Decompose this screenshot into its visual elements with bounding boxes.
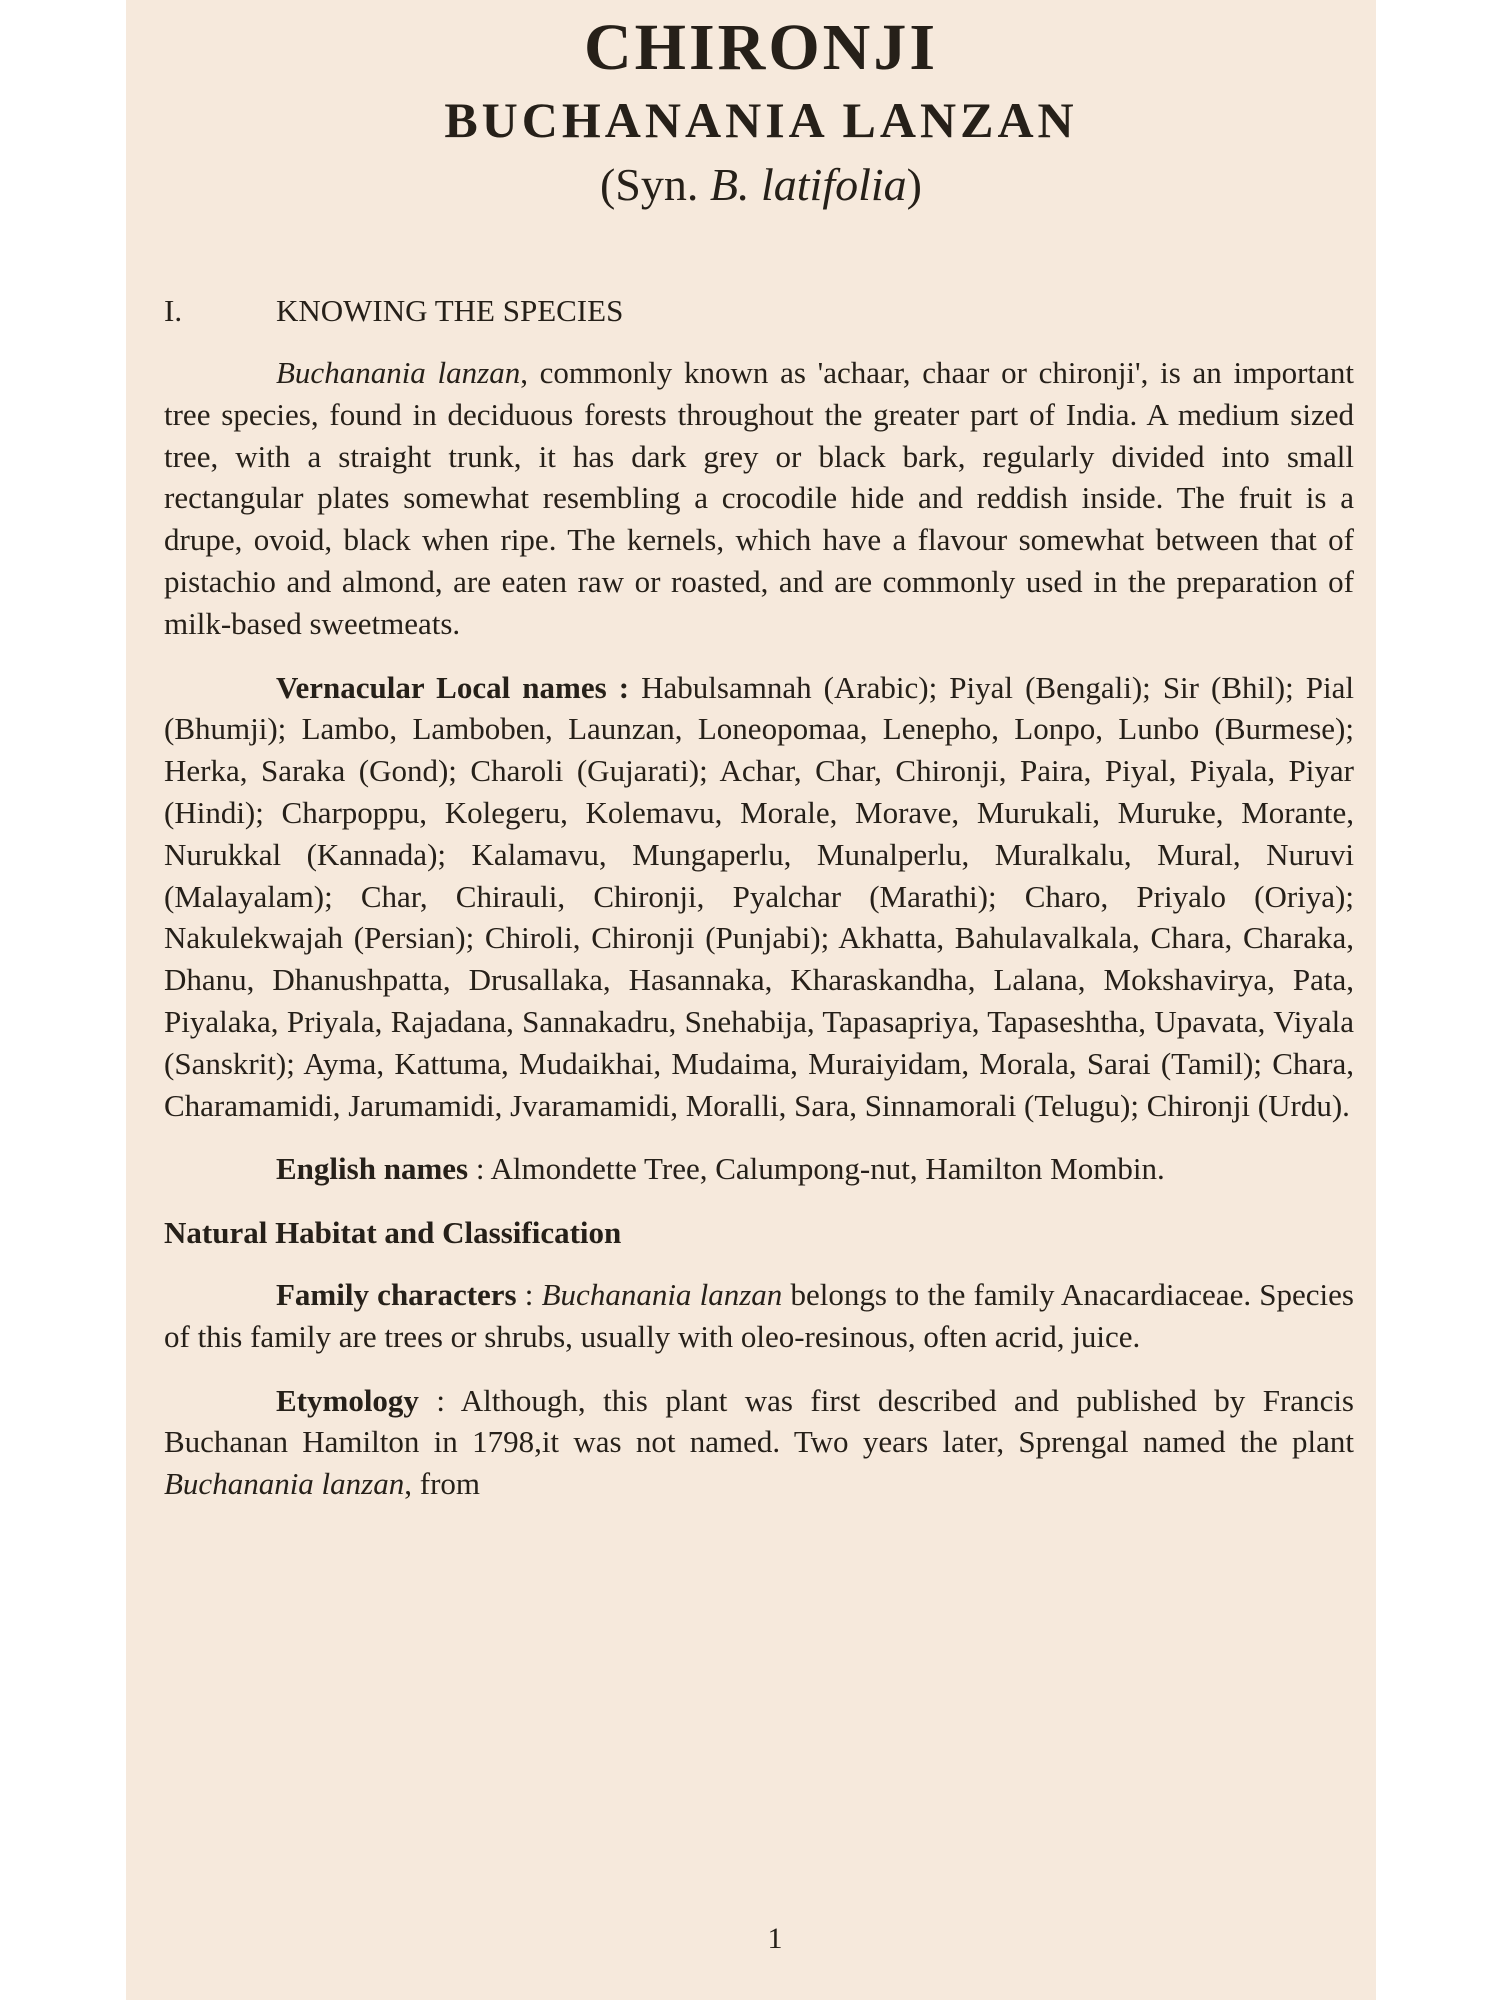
vernacular-label: Vernacular Local names : [276,669,630,705]
botanical-name: BUCHANANIA LANZAN [444,92,1078,148]
family-separator: : [516,1276,542,1312]
page-number: 1 [767,1922,783,1955]
page-header [126,8,1376,218]
etymology-label: Etymology [276,1382,419,1418]
document-page [126,0,1376,2000]
etymology-text: : Although, this plant was first described and published by Francis Buchanan Hamilton in 1798,it was not named. Two years later, Sprengal named the plant [164,1382,1354,1460]
section-heading [164,290,1354,332]
synonym-suffix: ) [906,159,922,210]
family-text: belongs to the family Anacardiaceae. Species of this family are trees or shrubs, usually with oleo-resinous, often acrid, juice. [164,1276,1354,1354]
page-content [164,290,1354,1527]
family-species-name: Buchanania lanzan [541,1276,783,1312]
etymology-species-name: Buchanania lanzan [164,1466,405,1502]
intro-text: , commonly known as 'achaar, chaar or chironji', is an important tree species, found in deciduous forests throughout the greater part of India. A medium sized tree, with a straight trunk, it has dark grey or black bark, regularly divided into small rectangular plates somewhat resembling a crocodile hide and reddish inside. The fruit is a drupe, ovoid, black when ripe. The kernels, which have a flavour somewhat between that of pistachio and almond, are eaten raw or roasted, and are commonly used in the preparation of milk-based sweetmeats. [164,355,1354,641]
english-names-text: : Almondette Tree, Calumpong-nut, Hamilton Mombin. [468,1151,1165,1187]
synonym-prefix: (Syn. [599,159,710,210]
habitat-heading: Natural Habitat and Classification [164,1215,622,1251]
synonym-name: B. latifolia [709,159,907,210]
etymology-paragraph [164,1380,1354,1505]
vernacular-paragraph [164,667,1354,1127]
english-names-label: English names [276,1151,469,1187]
family-paragraph [164,1274,1354,1358]
family-label: Family characters [276,1276,517,1312]
intro-paragraph [164,352,1354,645]
page-title: CHIRONJI [583,11,939,84]
english-names-paragraph [164,1148,1354,1190]
section-title: KNOWING THE SPECIES [276,293,624,328]
intro-species-name: Buchanania lanzan [276,355,521,390]
etymology-tail: , from [404,1466,481,1502]
vernacular-text: Habulsamnah (Arabic); Piyal (Bengali); Sir (Bhil); Pial (Bhumji); Lambo, Lamboben, Launzan, Loneopomaa, Lenepho, Lonpo, Lunbo (Burmese); Herka, Saraka (Gond); Charoli (Gujarati); Achar, Char, Chironji, Paira, Piyal, Piyala, Piyar (Hindi); Charpoppu, Kolegeru, Kolemavu, Morale, Morave, Murukali, Muruke, Morante, Nurukkal (Kannada); Kalamavu, Mungaperlu, Munalperlu, Muralkalu, Mural, Nuruvi (Malayalam); Char, Chirauli, Chironji, Pyalchar (Marathi); Charo, Priyalo (Oriya); Nakulekwajah (Persian); Chiroli, Chironji (Punjabi); Akhatta, Bahulavalkala, Chara, Charaka, Dhanu, Dhanushpatta, Drusallaka, Hasannaka, Kharaskandha, Lalana, Mokshavirya, Pata, Piyalaka, Priyala, Rajadana, Sannakadru, Snehabija, Tapasapriya, Tapaseshtha, Upavata, Viyala (Sanskrit); Ayma, Kattuma, Mudaikhai, Mudaima, Muraiyidam, Morala, Sarai (Tamil); Chara, Charamamidi, Jarumamidi, Jvaramamidi, Moralli, Sara, Sinnamorali (Telugu); Chironji (Urdu). [164,669,1355,1123]
section-number: I. [164,293,183,328]
synonym-line [126,152,1376,218]
